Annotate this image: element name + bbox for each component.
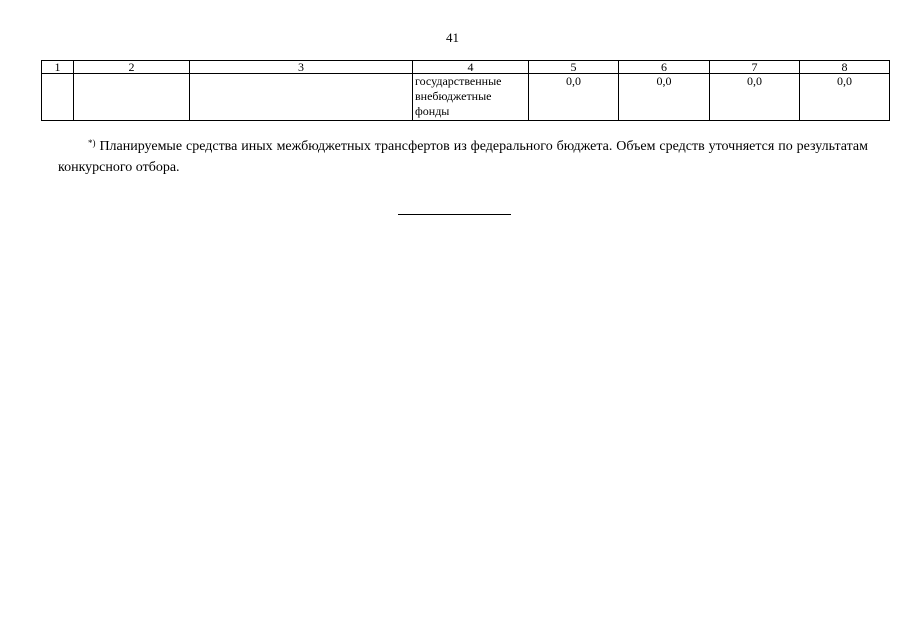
table-header-row (42, 61, 890, 74)
cell-value-col8: 0,0 (800, 74, 890, 121)
cell-col3 (190, 74, 413, 121)
column-header-6: 6 (619, 61, 710, 74)
separator-line (398, 214, 511, 215)
funding-source-line: фонды (415, 104, 450, 118)
column-header-7: 7 (710, 61, 800, 74)
cell-value-col5: 0,0 (529, 74, 619, 121)
page-number: 41 (446, 30, 459, 45)
column-header-5: 5 (529, 61, 619, 74)
column-header-1: 1 (42, 61, 74, 74)
column-header-3: 3 (190, 61, 413, 74)
column-header-2: 2 (74, 61, 190, 74)
footnote-marker: *) (88, 138, 96, 148)
footnote-text: Планируемые средства иных межбюджетных трансфертов из федерального бюджета. Объем средств уточняется по результатам конкурсного отбора. (58, 139, 869, 175)
funding-source-line: внебюджетные (415, 89, 492, 103)
column-header-8: 8 (800, 61, 890, 74)
table-row (42, 74, 890, 121)
cell-value-col6: 0,0 (619, 74, 710, 121)
funding-source-line: государственные (415, 74, 502, 88)
budget-table (41, 60, 890, 121)
cell-funding-source (413, 74, 529, 121)
cell-col1 (42, 74, 74, 121)
column-header-4: 4 (413, 61, 529, 74)
footnote (58, 136, 868, 178)
cell-value-col7: 0,0 (710, 74, 800, 121)
cell-col2 (74, 74, 190, 121)
